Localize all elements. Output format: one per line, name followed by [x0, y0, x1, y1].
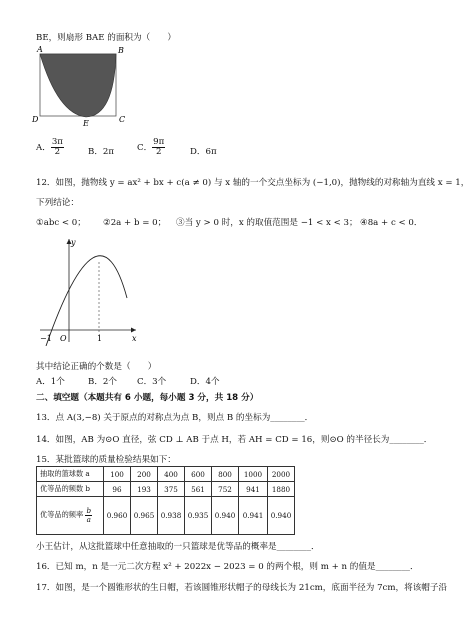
q12-conclusion-4: ④8a + c < 0． [360, 218, 423, 228]
graph-origin-label: O [60, 334, 67, 343]
q11-option-c: C． $\frac{9\pi}{2}$ [137, 137, 165, 158]
q12-conclusion-2: ②2a + b = 0； [103, 218, 167, 228]
label-E: E [83, 119, 89, 128]
row-label: 抽取的篮球数 a [37, 467, 104, 482]
table-row: 优等品的频率 $\frac{b}{a}$ 0.960 0.965 0.938 0.935 0.940 0.941 0.940 [37, 497, 295, 535]
q14-text: 14．如图，AB 为⊙O 直径，弦 CD ⊥ AB 于点 H，若 AH = CD = 16，则⊙O 的半径长为________． [36, 435, 433, 445]
table-row: 优等品的频数 b 96 193 375 561 752 941 1880 [37, 482, 295, 497]
q12-option-d: D．4个 [190, 377, 220, 387]
q16-text: 16．已知 m，n 是一元二次方程 x² + 2022x − 2023 = 0 的两个根，则 m + n 的值是________． [36, 562, 419, 572]
q12-question: 其中结论正确的个数是（ ） [36, 362, 157, 372]
graph-one-label: 1 [97, 334, 103, 343]
section-title: 二、填空题（本题共有 6 小题，每小题 3 分，共 18 分） [36, 393, 259, 403]
label-D: D [32, 115, 39, 124]
row-label: 优等品的频率 $\frac{b}{a}$ [37, 497, 104, 535]
q12-conclusion-3: ③当 y > 0 时，x 的取值范围是 −1 < x < 3； [176, 218, 358, 228]
graph-x-label: x [132, 334, 137, 343]
label-A: A [37, 46, 43, 54]
q11-intro: BE，则扇形 BAE 的面积为（ ） [36, 33, 176, 43]
label-B: B [118, 46, 124, 55]
q12-stem: 12．如图，抛物线 y = ax² + bx + c(a ≠ 0) 与 x 轴的一个交点坐标为 (−1,0)，抛物线的对称轴为直线 x = 1， [36, 178, 470, 188]
q12-conclusion-1: ①abc < 0； [36, 218, 86, 228]
q11-option-a: A． $\frac{3\pi}{2}$ [36, 137, 63, 158]
q11-option-d: D．6π [190, 147, 217, 157]
table-row: 抽取的篮球数 a 100 200 400 600 800 1000 2000 [37, 467, 295, 482]
q15-intro: 15．某批篮球的质量检验结果如下： [36, 455, 176, 465]
q12-option-a: A．1个 [36, 377, 65, 387]
q11-option-b: B．2π [88, 147, 115, 157]
q11-figure [30, 46, 130, 128]
graph-y-label: y [71, 238, 76, 247]
q17-text: 17．如图，是一个圆锥形状的生日帽，若该圆锥形状帽子的母线长为 21cm，底面半径为 7cm，将该帽子沿 [36, 583, 448, 593]
q15-after: 小王估计，从这批篮球中任意抽取的一只篮球是优等品的概率是________． [36, 542, 320, 552]
label-C: C [119, 115, 126, 124]
q13-text: 13．点 A(3,−8) 关于原点的对称点为点 B，则点 B 的坐标为________． [36, 413, 314, 423]
row-label: 优等品的频数 b [37, 482, 104, 497]
q12-option-c: C．3个 [137, 377, 167, 387]
q15-table [36, 466, 295, 535]
graph-neg1-label: −1 [40, 334, 52, 343]
q12-parabola-graph [36, 234, 141, 346]
q12-stem-2: 下列结论： [36, 198, 79, 208]
q12-option-b: B．2个 [88, 377, 117, 387]
